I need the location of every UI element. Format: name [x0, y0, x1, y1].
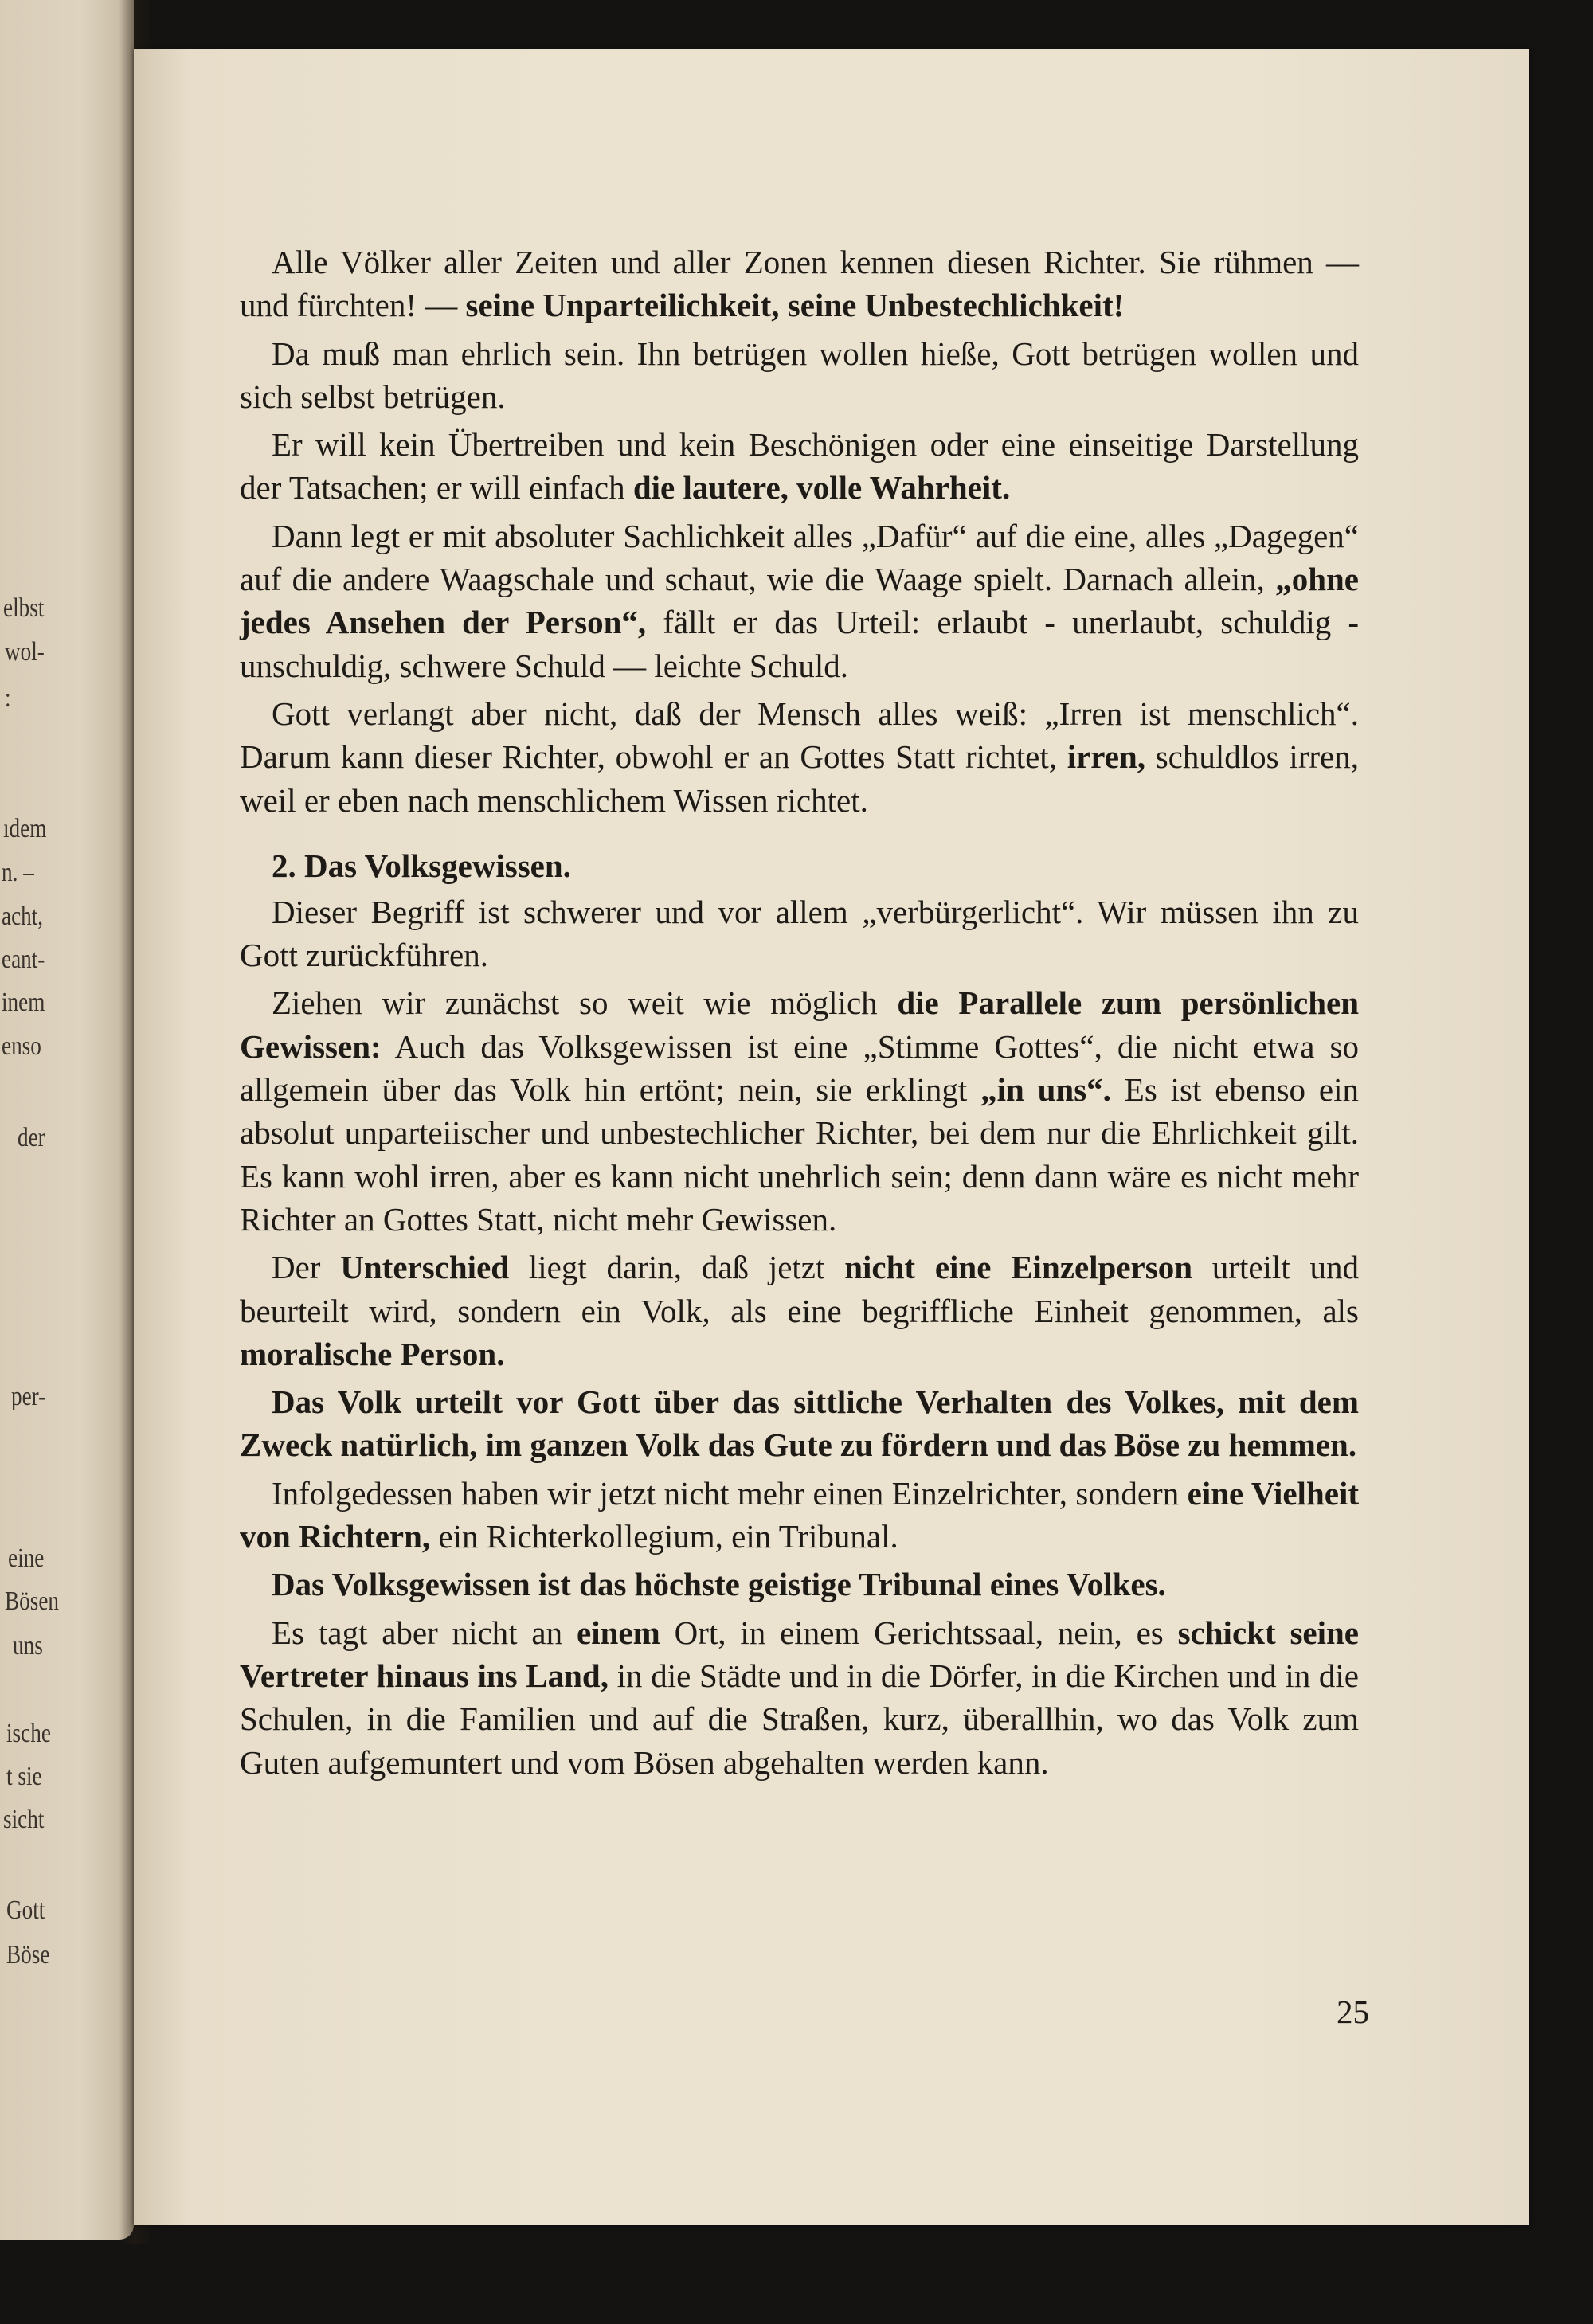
bold-run: Das Volk urteilt vor Gott über das sittliche Verhalten des Volkes, mit dem Zweck natürlich, im ganzen Volk das Gute zu fördern und das Böse zu hemmen.	[240, 1383, 1359, 1464]
bold-run: die Parallele zum persönlichen Gewissen:	[240, 984, 1359, 1065]
text-run: schuldlos irren, weil er eben nach menschlichem Wissen richtet.	[240, 738, 1359, 819]
text-run: liegt darin, daß jetzt	[509, 1249, 845, 1286]
left-page-fragment: Bösen	[5, 1587, 59, 1616]
left-page-fragment: sicht	[3, 1805, 45, 1834]
text-run: Ort, in einem Gerichtssaal, nein, es	[660, 1614, 1178, 1651]
text-run: in die Städte und in die Dörfer, in die Kirchen und in die Schulen, in die Familien und auf die Straßen, kurz, überallhin, wo das Volk zum Guten aufgemuntert und vom Bösen abgehalten werden kann.	[240, 1657, 1359, 1781]
bold-run: seine Unparteilichkeit, seine Unbestechlichkeit!	[465, 287, 1125, 324]
text-run: fällt er das Urteil: erlaubt - unerlaubt, schuldig - unschuldig, schwere Schuld — leichte Schuld.	[240, 604, 1359, 684]
text-run: Es ist ebenso ein absolut unparteiischer und unbestechlicher Richter, bei dem nur die Ehrlichkeit gilt. Es kann wohl irren, aber es kann nicht unehrlich sein; denn dann wäre es nicht mehr Richter an Gottes Statt, nicht mehr Gewissen.	[240, 1071, 1359, 1238]
bold-run: Unterschied	[340, 1249, 510, 1286]
bold-run: die lautere, volle Wahrheit.	[632, 469, 1011, 507]
text-run: Dieser Begriff ist schwerer und vor allem „verbürgerlicht“. Wir müssen ihn zu Gott zurückführen.	[240, 893, 1359, 974]
text-run: ein Richterkollegium, ein Tribunal.	[430, 1518, 898, 1555]
left-page-fragment: uns	[13, 1631, 43, 1661]
paragraph	[240, 692, 1359, 822]
bold-run: „ohne jedes Ansehen der Person“,	[240, 561, 1359, 641]
text-run: Auch das Volksgewissen ist eine „Stimme Gottes“, die nicht etwa so allgemein über das Volk hin ertönt; nein, sie erklingt	[240, 1027, 1359, 1109]
bold-run: irren,	[1067, 738, 1145, 776]
paragraph	[240, 1380, 1359, 1467]
bold-run: schickt seine Vertreter hinaus ins Land,	[240, 1614, 1359, 1694]
paragraph	[240, 332, 1359, 419]
left-page-fragment: acht,	[2, 902, 44, 931]
left-page-fragment: der	[18, 1123, 45, 1152]
bold-run: eine Vielheit von Richtern,	[240, 1474, 1359, 1555]
text-run: Da muß man ehrlich sein. Ihn betrügen wollen hieße, Gott betrügen wollen und sich selbst betrügen.	[240, 335, 1359, 415]
text-run: Gott verlangt aber nicht, daß der Mensch alles weiß: „Irren ist menschlich“. Darum kann dieser Richter, obwohl er an Gottes Statt richtet,	[240, 694, 1359, 776]
text-run: Er will kein Übertreiben und kein Beschönigen oder eine einseitige Darstellung der Tatsachen; er will einfach	[240, 426, 1359, 507]
bold-run: nicht eine Einzelperson	[844, 1249, 1192, 1286]
left-page-fragment: wol-	[5, 637, 45, 667]
left-page-fragment: per-	[11, 1382, 46, 1411]
text-run: Dann legt er mit absoluter Sachlichkeit alles „Dafür“ auf die eine, alles „Dagegen“ auf die andere Waagschale und schaut, wie die Waage spielt. Darnach allein,	[240, 517, 1359, 598]
paragraph	[240, 1246, 1359, 1375]
previous-page-edge	[0, 0, 134, 2240]
left-page-fragment: Gott	[6, 1896, 45, 1925]
left-page-fragment: ıdem	[3, 814, 47, 843]
left-page-fragment: :	[5, 683, 11, 713]
paragraph	[240, 890, 1359, 977]
paragraph	[240, 1472, 1359, 1559]
paragraph	[240, 423, 1359, 510]
text-run: Ziehen wir zunächst so weit wie möglich	[272, 984, 898, 1022]
left-page-fragment: elbst	[3, 593, 45, 623]
bold-run: „in uns“.	[980, 1071, 1111, 1109]
left-page-fragment: Böse	[6, 1940, 50, 1970]
left-page-fragment: inem	[2, 988, 45, 1017]
left-page-fragment: eant-	[2, 945, 45, 974]
text-run: Alle Völker aller Zeiten und aller Zonen kennen diesen Richter. Sie rühmen — und fürchten! —	[240, 244, 1359, 324]
left-page-fragment: eine	[8, 1543, 45, 1573]
text-run: Infolgedessen haben wir jetzt nicht mehr einen Einzelrichter, sondern	[272, 1474, 1188, 1512]
paragraph	[240, 1563, 1359, 1606]
bold-run: Das Volksgewissen ist das höchste geistige Tribunal eines Volkes.	[272, 1566, 1166, 1603]
left-page-fragment: ische	[6, 1719, 51, 1748]
text-run: urteilt und beurteilt wird, sondern ein Volk, als eine begriffliche Einheit genommen, als	[240, 1249, 1360, 1329]
paragraph	[240, 241, 1359, 327]
section-heading: 2. Das Volksgewissen.	[272, 847, 571, 884]
page-body	[240, 241, 1359, 1784]
paragraph	[240, 1611, 1359, 1784]
left-page-fragment: enso	[2, 1031, 41, 1061]
text-run: Der	[272, 1249, 341, 1286]
book-page	[134, 49, 1529, 2225]
bold-run: einem	[577, 1614, 660, 1651]
paragraph	[240, 514, 1359, 687]
bold-run: moralische Person.	[240, 1335, 505, 1372]
paragraph	[240, 981, 1359, 1241]
left-page-fragment: t sie	[6, 1762, 42, 1791]
left-page-fragment: n. –	[2, 858, 34, 887]
text-run: Es tagt aber nicht an	[272, 1614, 577, 1651]
page-number: 25	[1337, 1993, 1369, 2030]
